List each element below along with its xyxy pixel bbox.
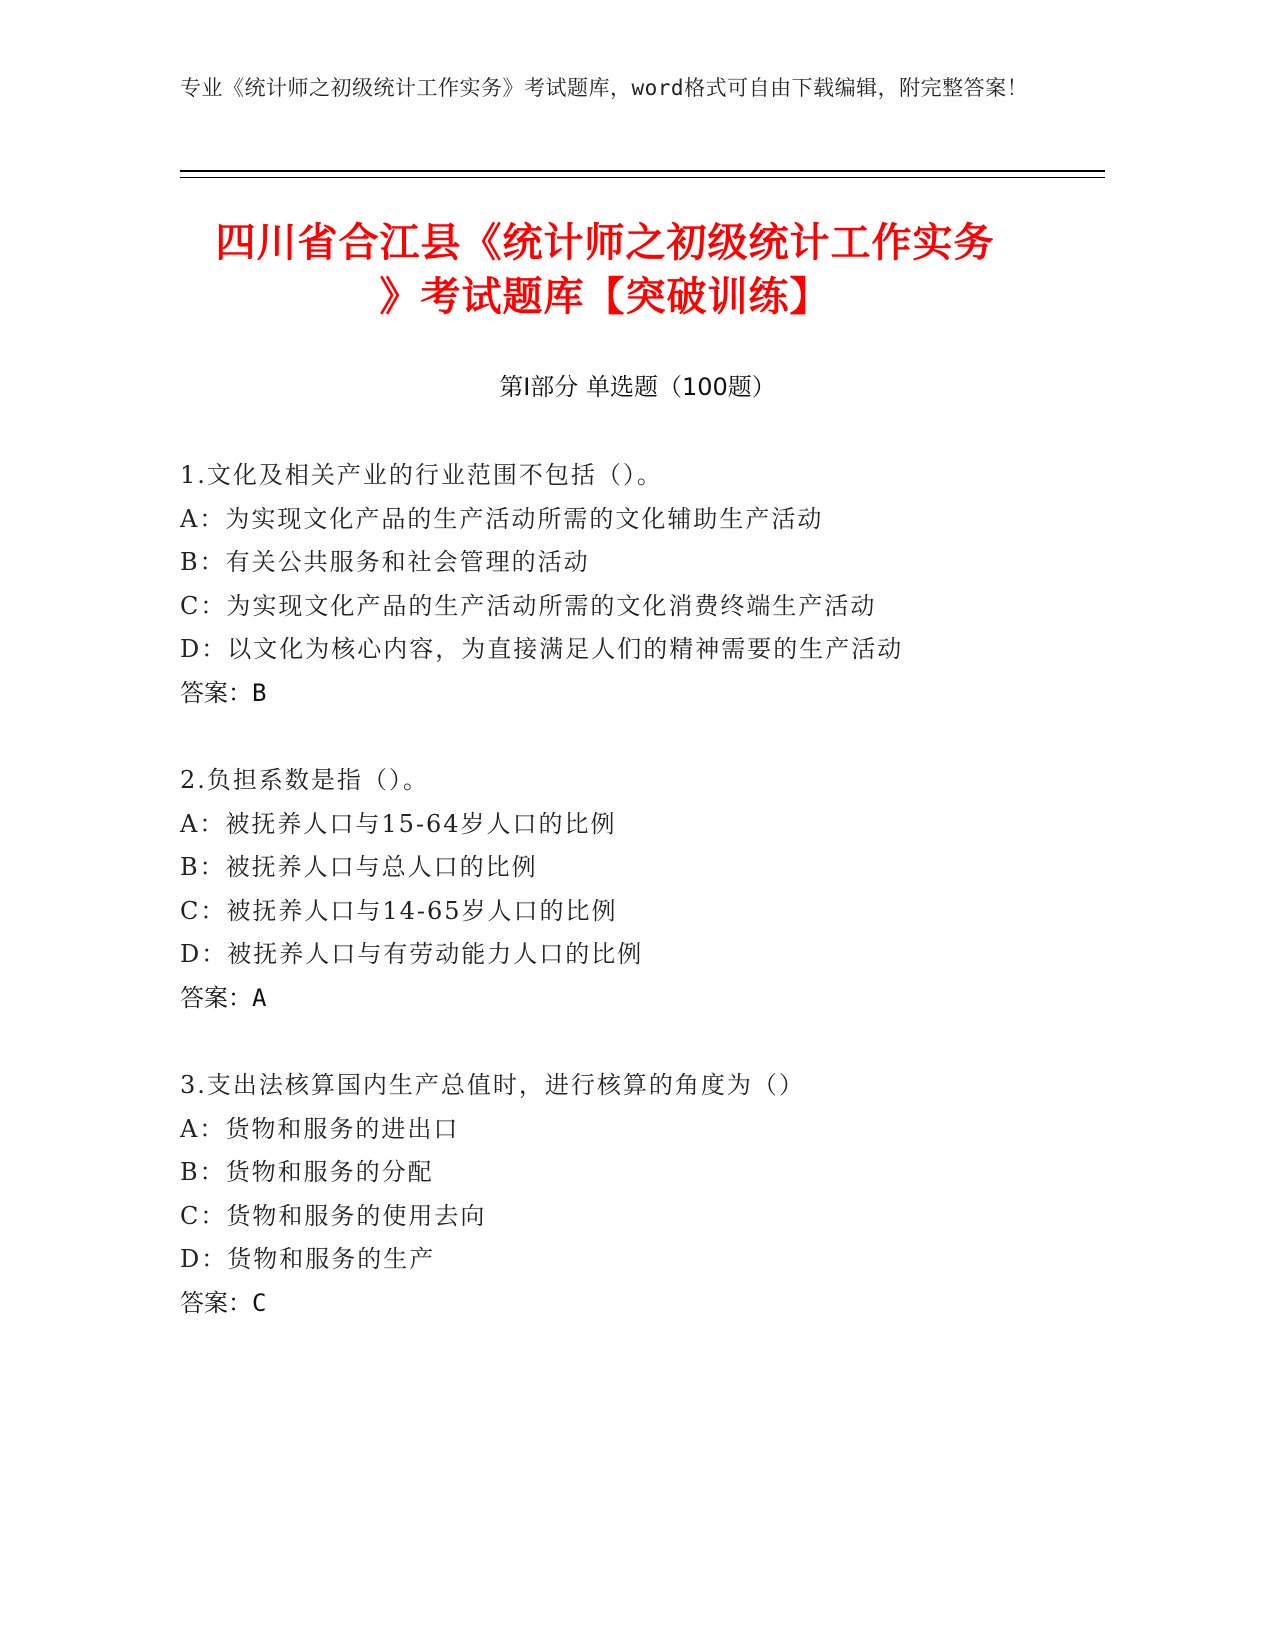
- answer-line: [180, 977, 1080, 1021]
- document-title: [140, 216, 1070, 324]
- option-c: C：被抚养人口与14-65岁人口的比例: [180, 896, 618, 925]
- option-b: B：有关公共服务和社会管理的活动: [180, 548, 590, 576]
- option-b: B：货物和服务的分配: [180, 1158, 434, 1186]
- document-title-line-1: 四川省合江县《统计师之初级统计工作实务: [215, 220, 995, 266]
- option-d: D：以文化为核心内容，为直接满足人们的精神需要的生产活动: [180, 635, 904, 663]
- option-c: C：货物和服务的使用去向: [180, 1201, 487, 1230]
- answer-line: [180, 672, 1080, 716]
- header-note: 专业《统计师之初级统计工作实务》考试题库，word格式可自由下载编辑，附完整答案！: [180, 76, 1029, 100]
- question-2: [180, 759, 1080, 1020]
- option-a: A：为实现文化产品的生产活动所需的文化辅助生产活动: [180, 504, 824, 533]
- option-b: B：被抚养人口与总人口的比例: [180, 853, 538, 881]
- option-c: C：为实现文化产品的生产活动所需的文化消费终端生产活动: [180, 591, 877, 620]
- option-a: A：货物和服务的进出口: [180, 1114, 460, 1143]
- option-d: D：货物和服务的生产: [180, 1245, 436, 1273]
- section-heading: 第I部分 单选题（100题）: [499, 373, 776, 401]
- answer-label: 答案：: [180, 983, 252, 1012]
- document-title-line-2: 》考试题库【突破训练】: [379, 274, 831, 320]
- header-rule-thin: [180, 177, 1105, 178]
- question-list: [180, 454, 1080, 1369]
- answer-value: C: [252, 1288, 267, 1317]
- header-rule-thick: [180, 170, 1105, 172]
- answer-label: 答案：: [180, 1288, 252, 1317]
- option-d: D：被抚养人口与有劳动能力人口的比例: [180, 940, 644, 968]
- question-3: [180, 1064, 1080, 1325]
- answer-label: 答案：: [180, 678, 252, 707]
- answer-value: B: [252, 678, 267, 707]
- option-a: A：被抚养人口与15-64岁人口的比例: [180, 809, 617, 838]
- question-stem: 3.支出法核算国内生产总值时，进行核算的角度为（）: [180, 1071, 805, 1099]
- question-stem: 2.负担系数是指（）。: [180, 766, 429, 794]
- question-stem: 1.文化及相关产业的行业范围不包括（）。: [180, 461, 663, 489]
- answer-value: A: [252, 983, 267, 1012]
- answer-line: [180, 1282, 1080, 1326]
- question-1: [180, 454, 1080, 715]
